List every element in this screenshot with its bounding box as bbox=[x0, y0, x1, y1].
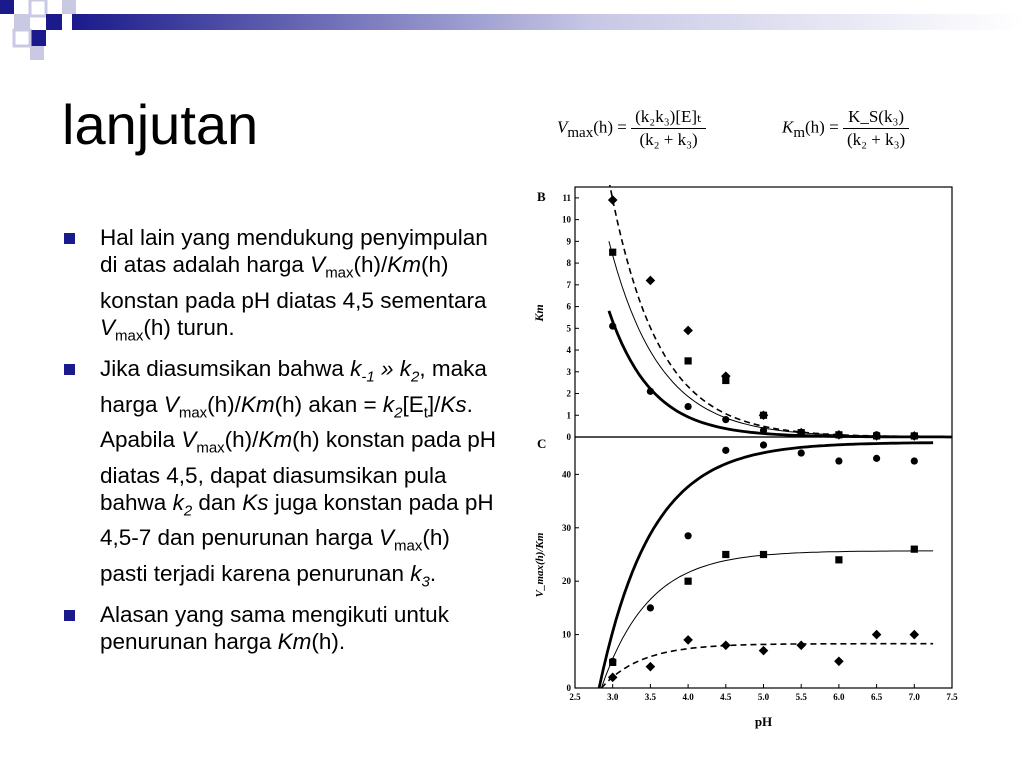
panel-c-data-point-circle bbox=[835, 457, 842, 464]
panel-b-data-point-diamond bbox=[646, 276, 656, 286]
panel-c-data-point-square bbox=[760, 551, 767, 558]
bullet-text: (h)/ bbox=[207, 391, 241, 417]
panel-b-y-tick-label: 3 bbox=[566, 366, 571, 377]
panel-b-y-tick-label: 0 bbox=[566, 432, 571, 442]
bullet-text: dan bbox=[192, 489, 243, 515]
panel-b-y-tick-label: 10 bbox=[562, 214, 571, 225]
bullet-text: 2 bbox=[183, 502, 193, 519]
x-tick-label: 7.0 bbox=[908, 692, 920, 702]
panel-c-data-point-square bbox=[722, 551, 729, 558]
panel-c-data-point-diamond bbox=[683, 635, 693, 645]
panel-b-data-point-circle bbox=[647, 388, 654, 395]
bullet-text: (h)/ bbox=[353, 252, 388, 277]
bullet-text: 2 bbox=[394, 404, 403, 421]
panel-c-y-tick-label: 40 bbox=[562, 469, 571, 480]
x-tick-label: 6.0 bbox=[833, 692, 845, 702]
corner-decoration-svg bbox=[0, 0, 1024, 60]
bullet-square-icon bbox=[64, 233, 75, 244]
x-tick-label: 5.5 bbox=[795, 692, 807, 702]
panel-b-y-axis-label: Km bbox=[532, 304, 546, 322]
panel-c-data-point-diamond bbox=[759, 646, 769, 656]
bullet-text: max bbox=[115, 327, 144, 344]
bullet-list bbox=[62, 224, 502, 661]
panel-c-data-point-square bbox=[911, 546, 918, 553]
bullet-item bbox=[62, 601, 502, 655]
panel-c-data-point-diamond bbox=[834, 656, 844, 666]
panel-c-data-point-diamond bbox=[721, 640, 731, 650]
panel-b-data-point-square bbox=[760, 412, 767, 419]
panel-b-fit-thin bbox=[609, 241, 952, 436]
bullet-text: k bbox=[382, 391, 395, 417]
bullet-text: max bbox=[196, 439, 225, 457]
bullet-text: Alasan yang sama mengikuti untuk penurunan harga bbox=[100, 602, 449, 654]
panel-b-y-tick-label: 9 bbox=[566, 236, 571, 247]
bullet-text: V bbox=[310, 252, 326, 277]
vmax-lhs-sub: max bbox=[567, 124, 594, 141]
panel-c-data-point-diamond bbox=[646, 662, 656, 672]
bullet-text: (h)/ bbox=[224, 427, 259, 452]
bullet-text: juga konstan pada pH 4,5-7 dan penurunan harga bbox=[100, 489, 494, 550]
bullet-text: max bbox=[178, 404, 208, 421]
panel-c-y-tick-label: 10 bbox=[562, 629, 571, 640]
panel-b-data-point-circle bbox=[911, 432, 918, 439]
bullet-text: (h) konstan pada pH diatas 4,5, dapat diasumsikan pula bahwa bbox=[100, 427, 497, 515]
panel-b-data-point-square bbox=[609, 249, 616, 256]
panel-b-data-point-circle bbox=[835, 431, 842, 438]
panel-c-y-tick-label: 20 bbox=[562, 576, 571, 587]
panel-b-y-tick-label: 1 bbox=[566, 410, 571, 421]
km-lhs-arg: (h) = bbox=[805, 117, 839, 137]
panel-b-y-tick-label: 2 bbox=[566, 388, 571, 399]
panel-b-y-tick-label: 4 bbox=[566, 345, 571, 356]
bullet-text: [E bbox=[402, 391, 424, 417]
panel-b-y-tick-label: 5 bbox=[566, 323, 571, 334]
panel-c-data-point-diamond bbox=[796, 640, 806, 650]
vmax-denominator: (k₂ + k₃) bbox=[639, 130, 698, 149]
x-tick-label: 6.5 bbox=[870, 692, 883, 702]
bullet-text: Jika diasumsikan bahwa bbox=[100, 356, 351, 381]
x-tick-label: 4.0 bbox=[682, 692, 694, 702]
panel-b-data-point-circle bbox=[798, 429, 805, 436]
panel-b-y-tick-label: 6 bbox=[566, 301, 571, 312]
bullet-item bbox=[62, 224, 502, 349]
panel-c-data-point-circle bbox=[647, 604, 654, 611]
panel-b-label: B bbox=[537, 189, 546, 204]
bullet-text: V bbox=[181, 427, 197, 452]
x-tick-label: 4.5 bbox=[720, 692, 732, 702]
chart-svg bbox=[525, 185, 965, 735]
panel-c-y-tick-label: 30 bbox=[562, 522, 571, 533]
bullet-text: V bbox=[378, 525, 394, 550]
bullet-text: (h) akan = bbox=[274, 391, 383, 417]
panel-b-data-point-circle bbox=[609, 323, 616, 330]
x-axis-label: pH bbox=[754, 714, 773, 729]
km-formula bbox=[782, 107, 909, 150]
panel-c-data-point-circle bbox=[760, 441, 767, 448]
panel-b-data-point-circle bbox=[722, 416, 729, 423]
bullet-item bbox=[62, 355, 502, 595]
panel-c-data-point-square bbox=[685, 578, 692, 585]
bullet-text: k bbox=[172, 489, 184, 515]
km-vmax-chart bbox=[525, 185, 965, 740]
bullet-square-icon bbox=[64, 610, 75, 621]
x-tick-label: 5.0 bbox=[757, 692, 770, 702]
bullet-text: max bbox=[394, 537, 423, 555]
panel-c-data-point-diamond bbox=[910, 630, 920, 640]
bullet-text: 2 bbox=[411, 368, 420, 386]
bullet-text: , maka harga bbox=[100, 356, 487, 417]
panel-b-data-point-diamond bbox=[683, 326, 693, 336]
bullet-text: (h) konstan pada pH diatas 4,5 sementara bbox=[100, 252, 487, 313]
bullet-text: Ks bbox=[242, 489, 269, 515]
bullet-text: (h) turun. bbox=[143, 314, 235, 340]
bullet-text: k bbox=[350, 356, 362, 381]
panel-b-y-tick-label: 8 bbox=[566, 258, 571, 269]
bullet-text: Km bbox=[387, 252, 422, 277]
x-tick-label: 7.5 bbox=[946, 692, 958, 702]
bullet-text: max bbox=[325, 264, 354, 282]
slide-title: lanjutan bbox=[62, 93, 259, 156]
panel-b-data-point-square bbox=[685, 357, 692, 364]
bullet-text: Km bbox=[240, 391, 275, 417]
bullet-text: Ks bbox=[440, 391, 467, 417]
bullet-square-icon bbox=[64, 364, 75, 375]
bullet-text: Hal lain yang mendukung penyimpulan di atas adalah harga bbox=[100, 225, 488, 277]
panel-c-y-tick-label: 0 bbox=[566, 683, 571, 693]
panel-c-y-axis-label: V_max(h)/Km bbox=[534, 532, 546, 598]
panel-b-data-point-circle bbox=[685, 403, 692, 410]
bullet-text: » bbox=[374, 356, 400, 381]
panel-c-data-point-diamond bbox=[872, 630, 882, 640]
bullet-text: . Apabila bbox=[100, 391, 473, 452]
km-numerator: K_S(k₃) bbox=[843, 107, 909, 129]
panel-b-y-tick-label: 7 bbox=[566, 279, 571, 290]
bullet-text: t bbox=[423, 404, 428, 421]
x-tick-label: 3.0 bbox=[607, 692, 619, 702]
bullet-text: Km bbox=[277, 629, 312, 654]
vmax-lhs-arg: (h) = bbox=[593, 117, 627, 137]
bullet-text: -1 bbox=[361, 368, 375, 386]
km-denominator: (k₂ + k₃) bbox=[846, 130, 906, 149]
bullet-text: (h) pasti terjadi karena penurunan bbox=[100, 525, 450, 586]
km-lhs-sub: m bbox=[793, 124, 806, 141]
vmax-lhs: V bbox=[557, 117, 568, 137]
panel-b-data-point-square bbox=[722, 377, 729, 384]
corner-decoration bbox=[0, 0, 1024, 60]
bullet-text: k bbox=[410, 560, 422, 586]
bullet-text: . bbox=[429, 560, 437, 586]
bullet-text: (h). bbox=[311, 629, 346, 654]
panel-c-data-point-circle bbox=[722, 447, 729, 454]
vmax-fraction bbox=[631, 107, 706, 150]
panel-b-data-point-circle bbox=[760, 427, 767, 434]
bullet-text: V bbox=[100, 314, 116, 340]
panel-c-label: C bbox=[537, 436, 547, 451]
bullet-text: V bbox=[163, 391, 179, 417]
panel-c-data-point-circle bbox=[685, 532, 692, 539]
panel-b-data-point-circle bbox=[873, 431, 880, 438]
panel-c-data-point-circle bbox=[798, 449, 805, 456]
vmax-formula bbox=[557, 107, 706, 150]
panel-c-data-point-circle bbox=[873, 455, 880, 462]
panel-b-y-tick-label: 11 bbox=[562, 192, 571, 203]
panel-c-data-point-square bbox=[835, 556, 842, 563]
panel-b-fit-bold bbox=[609, 311, 952, 437]
x-tick-label: 2.5 bbox=[569, 692, 581, 702]
panel-b-data-point-diamond bbox=[608, 195, 618, 205]
km-fraction bbox=[843, 107, 909, 150]
km-lhs: K bbox=[782, 117, 794, 137]
vmax-numerator: (k₂k₃)[E]ₜ bbox=[631, 107, 706, 129]
bullet-text: Km bbox=[258, 427, 293, 452]
bullet-text: ]/ bbox=[427, 391, 441, 417]
bullet-text: 3 bbox=[421, 573, 430, 590]
x-tick-label: 3.5 bbox=[644, 692, 657, 702]
bullet-text: k bbox=[399, 356, 412, 381]
panel-c-data-point-circle bbox=[911, 457, 918, 464]
panel-c-data-point-square bbox=[609, 659, 616, 666]
